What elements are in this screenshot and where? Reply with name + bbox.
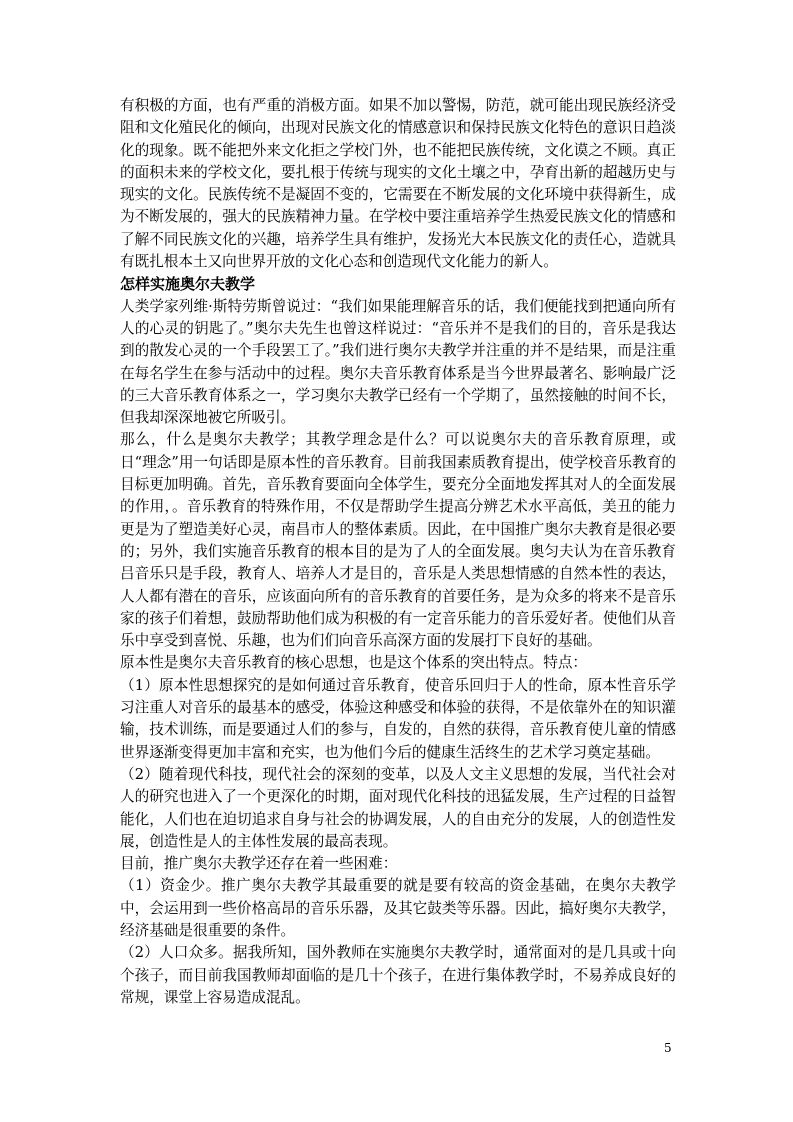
paragraph-1: 人类学家列维·斯特劳斯曾说过：“我们如果能理解音乐的话，我们便能找到把通向所有人的心灵的钥匙了。”奥尔夫先生也曾这样说过：“音乐并不是我们的目的，音乐是我达到的散发心灵的一个手段罢工了。”我们进行奥尔夫教学并注重的并不是结果，而是注重在每名学生在参与活动中的过程。奥尔夫音乐教育体系是当今世界最著名、影响最广泛的三大音乐教育体系之一，学习奥尔夫教学已经有一个学期了，虽然接触的时间不长，但我却深深地被它所吸引。 bbox=[120, 297, 676, 427]
paragraph-intro: 有积极的方面，也有严重的消极方面。如果不加以警惕，防范，就可能出现民族经济受阻和文化殖民化的倾向，出现对民族文化的情感意识和保持民族文化特色的意识日趋淡化的现象。既不能把外来文化拒之学校门外，也不能把民族传统，文化谟之不顾。真正的面积未来的学校文化，要扎根于传统与现实的文化土壤之中，孕育出新的超越历史与现实的文化。民族传统不是凝固不变的，它需要在不断发展的文化环境中获得新生，成为不断发展的，强大的民族精神力量。在学校中要注重培养学生热爱民族文化的情感和了解不同民族文化的兴趣，培养学生具有维护，发扬光大本民族文化的责任心，造就具有既扎根本土又向世界开放的文化心态和创造现代文化能力的新人。 bbox=[120, 97, 676, 271]
section-heading: 怎样实施奥尔夫教学 bbox=[120, 275, 256, 294]
paragraph-3: 原本性是奥尔夫音乐教育的核心思想，也是这个体系的突出特点。特点： bbox=[120, 654, 588, 672]
paragraph-8: （2）人口众多。据我所知，国外教师在实施奥尔夫教学时，通常面对的是几具或十向个孩子，而目前我国教师却面临的是几十个孩子，在进行集体教学时，不易养成良好的常规，课堂上容易造成混乱。 bbox=[120, 944, 676, 1006]
page-content bbox=[120, 95, 676, 1009]
paragraph-2: 那么，什么是奥尔夫教学；其教学理念是什么？可以说奥尔夫的音乐教育原理，或日“理念”用一句话即是原本性的音乐教育。目前我国素质教育提出，使学校音乐教育的目标更加明确。首先，音乐教育要面向全体学生，要充分全面地发挥其对人的全面发展的作用，。音乐教育的特殊作用，不仅是帮助学生提高分辨艺术水平高低，美丑的能力更是为了塑造美好心灵，南昌市人的整体素质。因此，在中国推广奥尔夫教育是很必要的；另外，我们实施音乐教育的根本目的是为了人的全面发展。奥匀夫认为在音乐教育吕音乐只是手段，教育人、培养人才是目的，音乐是人类思想情感的自然本性的表达，人人都有潜在的音乐，应该面向所有的音乐教育的首要任务，是为众多的将来不是音乐家的孩子们着想，鼓励帮助他们成为积极的有一定音乐能力的音乐爱好者。使他们从音乐中享受到喜悦、乐趣，也为们们向音乐高深方面的发展打下良好的基础。 bbox=[120, 431, 676, 650]
paragraph-5: （2）随着现代科技，现代社会的深刻的变革，以及人文主义思想的发展，当代社会对人的研究也进入了一个更深化的时期，面对现代化科技的迅猛发展，生产过程的日益智能化，人们也在迫切追求自身与社会的协调发展，人的自由充分的发展，人的创造性发展，创造性是人的主体性发展的最高表现。 bbox=[120, 765, 676, 850]
paragraph-7: （1）资金少。推广奥尔夫教学其最重要的就是要有较高的资金基础，在奥尔夫教学中，会运用到一些价格高昂的音乐乐器，及其它鼓类等乐器。因此，搞好奥尔夫教学，经济基础是很重要的条件。 bbox=[120, 877, 676, 939]
page-number: 5 bbox=[664, 1041, 672, 1055]
paragraph-6: 目前，推广奥尔夫教学还存在着一些困难： bbox=[120, 855, 398, 873]
paragraph-4: （1）原本性思想探究的是如何通过音乐教育，使音乐回归于人的性命，原本性音乐学习注重人对音乐的最基本的感受，体验这种感受和体验的获得，不是依靠外在的知识灌输，技术训练，而是要通过人们的参与，自发的，自然的获得，音乐教育使儿童的情感世界逐渐变得更加丰富和充实，也为他们今后的健康生活终生的艺术学习奠定基础。 bbox=[120, 676, 676, 761]
